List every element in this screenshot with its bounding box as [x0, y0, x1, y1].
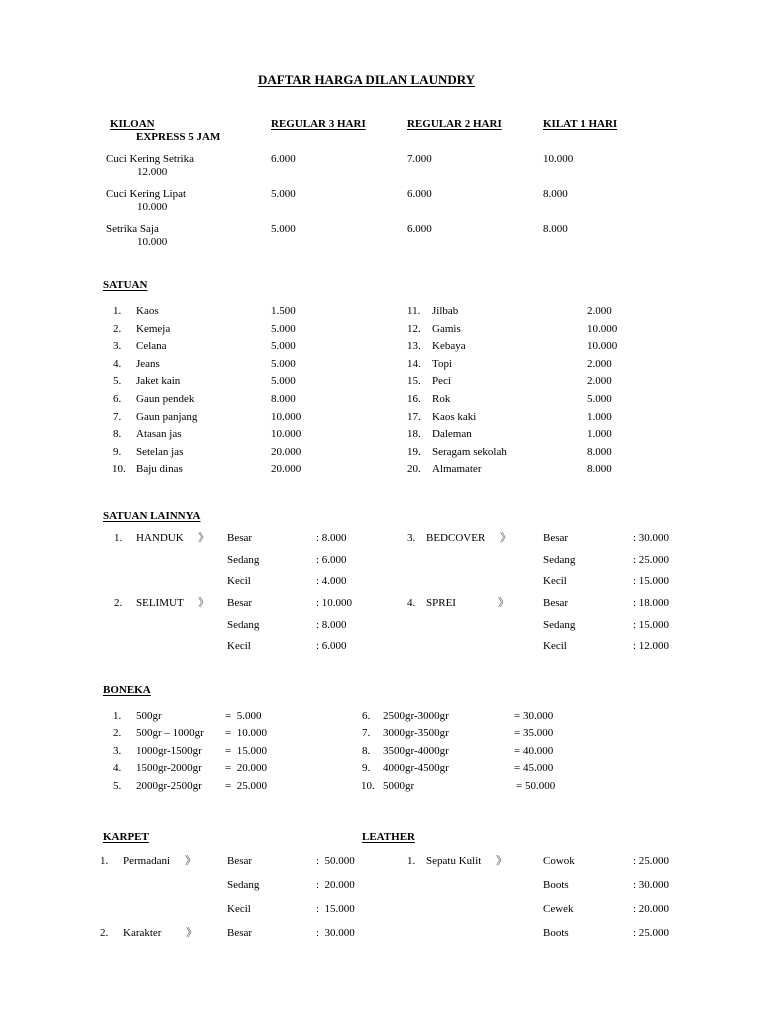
- item-price: = 50.000: [516, 780, 556, 792]
- item-price: 8.000: [587, 446, 612, 458]
- item-name: SPREI: [426, 597, 456, 609]
- kiloan-row-kilat: 8.000: [543, 223, 568, 235]
- item-number: 15.: [407, 375, 421, 387]
- item-name: BEDCOVER: [426, 532, 486, 544]
- item-name: Jaket kain: [136, 375, 181, 387]
- karpet-heading: KARPET: [103, 831, 149, 843]
- item-name: Gaun panjang: [136, 411, 198, 423]
- size-label: Sedang: [543, 619, 576, 631]
- item-name: Setelan jas: [136, 446, 184, 458]
- item-number: 6.: [362, 710, 371, 722]
- size-label: Boots: [543, 927, 569, 939]
- size-label: Cowok: [543, 855, 575, 867]
- item-price: 5.000: [271, 323, 296, 335]
- item-price: 20.000: [271, 463, 302, 475]
- size-label: Besar: [227, 855, 253, 867]
- item-number: 2.: [113, 323, 122, 335]
- item-name: Daleman: [432, 428, 472, 440]
- size-price: : 10.000: [316, 597, 353, 609]
- size-price: : 18.000: [633, 597, 670, 609]
- regular3-header: REGULAR 3 HARI: [271, 118, 366, 130]
- kiloan-row-kilat: 8.000: [543, 188, 568, 200]
- item-number: 3.: [113, 745, 122, 757]
- item-number: 20.: [407, 463, 421, 475]
- size-label: Besar: [543, 597, 569, 609]
- item-number: 3.: [407, 532, 416, 544]
- item-number: 5.: [113, 375, 122, 387]
- item-name: Kaos kaki: [432, 411, 477, 423]
- item-price: = 45.000: [514, 762, 554, 774]
- item-weight: 4000gr-4500gr: [383, 762, 449, 774]
- item-price: 1.000: [587, 411, 612, 423]
- kiloan-row-name: Cuci Kering Setrika: [106, 153, 194, 165]
- kiloan-row-name: Setrika Saja: [106, 223, 159, 235]
- item-price: = 15.000: [225, 745, 267, 757]
- item-price: 8.000: [587, 463, 612, 475]
- item-number: 2.: [100, 927, 109, 939]
- size-label: Sedang: [227, 619, 260, 631]
- item-weight: 500gr – 1000gr: [136, 727, 204, 739]
- kiloan-row-express: 12.000: [137, 166, 168, 178]
- item-name: Topi: [432, 358, 453, 370]
- item-number: 12.: [407, 323, 421, 335]
- satuan-lainnya-heading: SATUAN LAINNYA: [103, 510, 201, 522]
- item-price: = 40.000: [514, 745, 554, 757]
- item-name: Permadani: [123, 855, 171, 867]
- item-price: = 10.000: [225, 727, 267, 739]
- leather-heading: LEATHER: [362, 831, 415, 843]
- item-number: 3.: [113, 340, 122, 352]
- item-name: Kebaya: [432, 340, 466, 352]
- item-name: Jeans: [136, 358, 160, 370]
- item-price: 5.000: [271, 340, 296, 352]
- item-name: Almamater: [432, 463, 482, 475]
- size-label: Kecil: [543, 575, 567, 587]
- kilat-header: KILAT 1 HARI: [543, 118, 618, 130]
- item-name: Sepatu Kulit: [426, 855, 482, 867]
- size-label: Kecil: [227, 903, 251, 915]
- size-price: : 30.000: [316, 927, 355, 939]
- item-price: = 25.000: [225, 780, 267, 792]
- kiloan-row-express: 10.000: [137, 236, 168, 248]
- size-label: Kecil: [227, 640, 251, 652]
- item-number: 2.: [114, 597, 123, 609]
- item-price: 2.000: [587, 375, 612, 387]
- item-number: 1.: [113, 710, 122, 722]
- arrow-icon: 》: [500, 532, 511, 544]
- item-price: = 30.000: [514, 710, 554, 722]
- item-number: 18.: [407, 428, 421, 440]
- arrow-icon: 》: [186, 927, 197, 939]
- item-name: Kemeja: [136, 323, 171, 335]
- size-price: : 20.000: [316, 879, 355, 891]
- express-header: EXPRESS 5 JAM: [136, 131, 221, 143]
- size-label: Sedang: [543, 554, 576, 566]
- size-price: : 8.000: [316, 619, 347, 631]
- item-price: 20.000: [271, 446, 302, 458]
- kiloan-row-reg3: 5.000: [271, 223, 296, 235]
- item-number: 13.: [407, 340, 421, 352]
- size-price: : 4.000: [316, 575, 347, 587]
- item-number: 6.: [113, 393, 122, 405]
- arrow-icon: 》: [185, 855, 196, 867]
- item-price: 5.000: [587, 393, 612, 405]
- kiloan-row-name: Cuci Kering Lipat: [106, 188, 187, 200]
- arrow-icon: 》: [498, 597, 509, 609]
- size-price: : 15.000: [633, 575, 670, 587]
- item-price: 10.000: [271, 428, 302, 440]
- size-price: : 30.000: [633, 532, 670, 544]
- kiloan-row-express: 10.000: [137, 201, 168, 213]
- item-name: Jilbab: [432, 305, 459, 317]
- item-name: Seragam sekolah: [432, 446, 507, 458]
- item-price: = 5.000: [225, 710, 262, 722]
- item-number: 1.: [100, 855, 109, 867]
- item-weight: 3000gr-3500gr: [383, 727, 449, 739]
- item-number: 8.: [362, 745, 371, 757]
- item-name: Baju dinas: [136, 463, 183, 475]
- item-weight: 2000gr-2500gr: [136, 780, 202, 792]
- item-price: 1.500: [271, 305, 296, 317]
- item-number: 8.: [113, 428, 122, 440]
- item-name: Kaos: [136, 305, 159, 317]
- arrow-icon: 》: [198, 532, 209, 544]
- regular2-header: REGULAR 2 HARI: [407, 118, 502, 130]
- item-number: 11.: [407, 305, 421, 317]
- item-price: 10.000: [587, 340, 618, 352]
- item-number: 9.: [113, 446, 122, 458]
- satuan-heading: SATUAN: [103, 279, 148, 291]
- item-number: 16.: [407, 393, 421, 405]
- item-number: 19.: [407, 446, 421, 458]
- arrow-icon: 》: [496, 855, 507, 867]
- size-label: Boots: [543, 879, 569, 891]
- size-label: Kecil: [543, 640, 567, 652]
- item-number: 1.: [114, 532, 123, 544]
- item-weight: 500gr: [136, 710, 162, 722]
- size-label: Besar: [543, 532, 569, 544]
- item-number: 4.: [113, 762, 122, 774]
- item-number: 4.: [407, 597, 416, 609]
- item-price: 1.000: [587, 428, 612, 440]
- item-weight: 3500gr-4000gr: [383, 745, 449, 757]
- item-price: 10.000: [587, 323, 618, 335]
- size-label: Besar: [227, 597, 253, 609]
- item-number: 2.: [113, 727, 122, 739]
- size-price: : 30.000: [633, 879, 670, 891]
- size-price: : 8.000: [316, 532, 347, 544]
- size-price: : 50.000: [316, 855, 355, 867]
- item-weight: 5000gr: [383, 780, 415, 792]
- item-number: 4.: [113, 358, 122, 370]
- item-price: 5.000: [271, 375, 296, 387]
- kiloan-row-reg3: 6.000: [271, 153, 296, 165]
- size-price: : 25.000: [633, 554, 670, 566]
- item-number: 1.: [113, 305, 122, 317]
- size-price: : 12.000: [633, 640, 670, 652]
- size-price: : 15.000: [633, 619, 670, 631]
- item-name: Gaun pendek: [136, 393, 195, 405]
- size-price: : 6.000: [316, 554, 347, 566]
- size-price: : 15.000: [316, 903, 355, 915]
- size-price: : 25.000: [633, 855, 670, 867]
- kiloan-row-reg2: 6.000: [407, 188, 432, 200]
- item-name: Celana: [136, 340, 167, 352]
- item-number: 9.: [362, 762, 371, 774]
- item-number: 7.: [113, 411, 122, 423]
- item-name: HANDUK: [136, 532, 184, 544]
- item-weight: 1500gr-2000gr: [136, 762, 202, 774]
- item-name: Peci: [432, 375, 451, 387]
- item-weight: 1000gr-1500gr: [136, 745, 202, 757]
- item-name: SELIMUT: [136, 597, 184, 609]
- item-name: Karakter: [123, 927, 162, 939]
- size-price: : 6.000: [316, 640, 347, 652]
- size-price: : 20.000: [633, 903, 670, 915]
- size-label: Besar: [227, 927, 253, 939]
- item-price: = 20.000: [225, 762, 267, 774]
- arrow-icon: 》: [198, 597, 209, 609]
- kiloan-row-kilat: 10.000: [543, 153, 574, 165]
- item-price: = 35.000: [514, 727, 554, 739]
- item-price: 5.000: [271, 358, 296, 370]
- item-price: 10.000: [271, 411, 302, 423]
- size-label: Sedang: [227, 879, 260, 891]
- kiloan-row-reg3: 5.000: [271, 188, 296, 200]
- page-title: DAFTAR HARGA DILAN LAUNDRY: [258, 72, 476, 87]
- item-name: Atasan jas: [136, 428, 182, 440]
- item-number: 10.: [361, 780, 375, 792]
- size-price: : 25.000: [633, 927, 670, 939]
- size-label: Besar: [227, 532, 253, 544]
- item-number: 10.: [112, 463, 126, 475]
- item-number: 14.: [407, 358, 421, 370]
- item-number: 5.: [113, 780, 122, 792]
- item-number: 7.: [362, 727, 371, 739]
- kiloan-header: KILOAN: [110, 118, 155, 130]
- item-price: 2.000: [587, 305, 612, 317]
- item-price: 8.000: [271, 393, 296, 405]
- kiloan-row-reg2: 6.000: [407, 223, 432, 235]
- size-label: Sedang: [227, 554, 260, 566]
- item-name: Gamis: [432, 323, 461, 335]
- boneka-heading: BONEKA: [103, 684, 151, 696]
- item-name: Rok: [432, 393, 451, 405]
- item-price: 2.000: [587, 358, 612, 370]
- item-weight: 2500gr-3000gr: [383, 710, 449, 722]
- item-number: 17.: [407, 411, 421, 423]
- kiloan-row-reg2: 7.000: [407, 153, 432, 165]
- size-label: Kecil: [227, 575, 251, 587]
- item-number: 1.: [407, 855, 416, 867]
- size-label: Cewek: [543, 903, 574, 915]
